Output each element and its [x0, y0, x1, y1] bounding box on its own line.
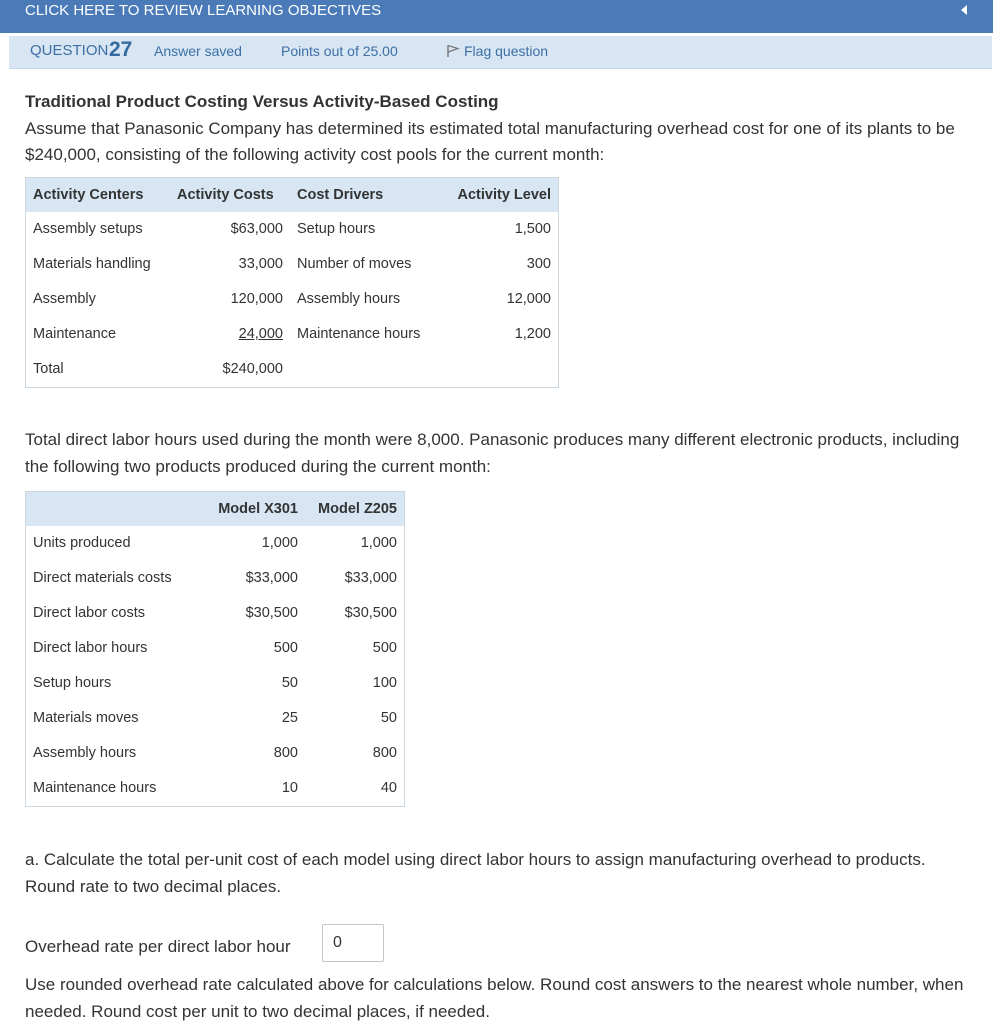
table-cell: Direct labor costs: [33, 605, 146, 622]
table-row: [26, 247, 559, 282]
table-cell: 100: [372, 675, 397, 692]
table-cell: 50: [380, 710, 397, 727]
table-cell: $30,500: [344, 605, 397, 622]
answer-status: Answer saved: [154, 43, 242, 59]
column-header: Activity Centers: [26, 178, 171, 213]
table-cell: 24,000: [238, 326, 283, 343]
table-row-total: [26, 352, 559, 388]
table-cell: Total: [33, 361, 64, 378]
table-row: [26, 631, 405, 666]
part-a-block: [25, 847, 980, 900]
overhead-rate-input[interactable]: [322, 924, 384, 962]
table-cell: Number of moves: [297, 256, 412, 273]
table-cell: 40: [380, 780, 397, 797]
table-row: [26, 596, 405, 631]
activity-cost-table: [25, 177, 559, 388]
table-cell: Direct labor hours: [33, 640, 148, 657]
column-header: Cost Drivers: [290, 178, 434, 213]
table-cell: 50: [281, 675, 298, 692]
table-cell: Setup hours: [297, 221, 376, 238]
table-cell: 800: [372, 745, 397, 762]
table-cell: 800: [273, 745, 298, 762]
points-info: Points out of 25.00: [281, 43, 398, 59]
table-cell: Assembly: [33, 291, 96, 308]
table-row: [26, 701, 405, 736]
column-header: Model Z205: [305, 492, 405, 527]
table-cell: 1,000: [261, 535, 298, 552]
table-cell: $240,000: [222, 361, 283, 378]
table-row: [26, 771, 405, 807]
table-cell: $33,000: [245, 570, 298, 587]
table-cell: 1,200: [514, 326, 551, 343]
table-cell: Materials moves: [33, 710, 139, 727]
table-cell: Units produced: [33, 535, 131, 552]
table-cell: [434, 352, 559, 388]
product-data-table: [25, 491, 405, 807]
table-cell: Assembly hours: [297, 291, 401, 308]
problem-title: Traditional Product Costing Versus Activity-Based Costing: [25, 92, 499, 111]
table-cell: $33,000: [344, 570, 397, 587]
table-cell: Direct materials costs: [33, 570, 172, 587]
intro-paragraph: Assume that Panasonic Company has determined its estimated total manufacturing overhead cost for one of its plants to be $240,000, consisting of the following activity cost pools for the current month:: [25, 118, 955, 164]
table-row: [26, 736, 405, 771]
overhead-rate-label: Overhead rate per direct labor hour: [25, 937, 291, 956]
rounding-instructions: Use rounded overhead rate calculated above for calculations below. Round cost answers to the nearest whole number, when needed. Round cost per unit to two decimal places, if needed.: [25, 975, 964, 1021]
table-cell: $63,000: [230, 221, 283, 238]
question-header: [9, 36, 992, 69]
table-cell: Maintenance hours: [297, 326, 421, 343]
table-row: [26, 282, 559, 317]
question-content: [25, 89, 980, 1021]
table-cell: 500: [273, 640, 298, 657]
part-a-prompt: a. Calculate the total per-unit cost of each model using direct labor hours to assign manufacturing overhead to products.: [25, 850, 926, 869]
table-cell: 1,000: [360, 535, 397, 552]
table-cell: Setup hours: [33, 675, 112, 692]
table-cell: Materials handling: [33, 256, 151, 273]
column-header: Model X301: [205, 492, 305, 527]
table-cell: Maintenance hours: [33, 780, 157, 797]
table-row: [26, 666, 405, 701]
round-note: Round rate to two decimal places.: [25, 876, 282, 896]
table-cell: [290, 352, 434, 388]
table-cell: Assembly hours: [33, 745, 137, 762]
column-header: [26, 492, 206, 527]
column-header: Activity Level: [434, 178, 559, 213]
table-row: [26, 561, 405, 596]
table-cell-wrapper: [170, 317, 290, 352]
table-row: [26, 317, 559, 352]
flag-icon: [446, 44, 460, 58]
table-cell: $30,500: [245, 605, 298, 622]
table-cell: 500: [372, 640, 397, 657]
table-cell: 10: [281, 780, 298, 797]
review-learning-objectives-link[interactable]: CLICK HERE TO REVIEW LEARNING OBJECTIVES: [25, 2, 382, 19]
learning-objectives-bar: [0, 0, 993, 33]
collapse-caret-icon[interactable]: [961, 5, 967, 15]
flag-question-label: Flag question: [464, 43, 549, 59]
table-cell: 120,000: [230, 291, 283, 308]
column-header: Activity Costs: [170, 178, 290, 213]
table-cell: Assembly setups: [33, 221, 143, 238]
table-cell: 12,000: [506, 291, 551, 308]
table-cell: 1,500: [514, 221, 551, 238]
table-cell: 300: [526, 256, 551, 273]
question-number: 27: [109, 38, 133, 61]
question-label: QUESTION: [30, 42, 109, 59]
table-row: [26, 526, 405, 561]
table-cell: Maintenance: [33, 326, 117, 343]
overhead-rate-row: [25, 934, 291, 960]
table-cell: 33,000: [238, 256, 283, 273]
labor-hours-paragraph: Total direct labor hours used during the month were 8,000. Panasonic produces many different electronic products, including the following two products produced during the current month:: [25, 430, 960, 476]
table-row: [26, 212, 559, 247]
table-cell: 25: [281, 710, 298, 727]
flag-question-button[interactable]: [446, 43, 548, 59]
